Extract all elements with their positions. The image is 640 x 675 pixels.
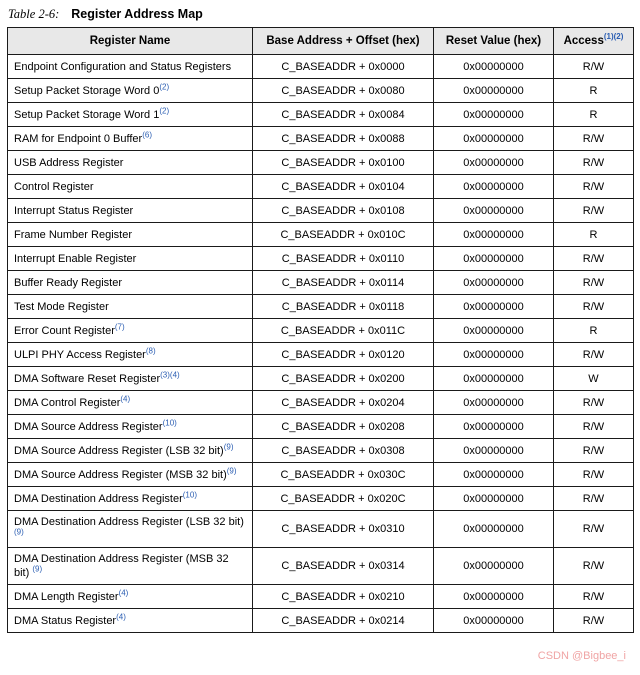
table-row: [8, 367, 634, 391]
access-cell: R/W: [554, 343, 634, 367]
base-address-cell: C_BASEADDR + 0x0310: [253, 511, 434, 548]
table-row: [8, 79, 634, 103]
footnote-ref[interactable]: (2): [159, 81, 170, 91]
access-cell: R: [554, 319, 634, 343]
table-row: [8, 103, 634, 127]
footnote-ref[interactable]: (8): [145, 345, 156, 355]
table-row: [8, 439, 634, 463]
access-cell: R/W: [554, 175, 634, 199]
register-name-cell: DMA Status Register$^{(4)}$: [8, 609, 253, 633]
access-cell: R/W: [554, 295, 634, 319]
access-cell: R/W: [554, 511, 634, 548]
reset-value-cell: 0x00000000: [434, 103, 554, 127]
base-address-cell: C_BASEADDR + 0x0088: [253, 127, 434, 151]
table-body: [8, 55, 634, 633]
access-cell: W: [554, 367, 634, 391]
access-cell: R/W: [554, 151, 634, 175]
access-cell: R/W: [554, 247, 634, 271]
footnote-ref[interactable]: (4): [118, 587, 129, 597]
register-name-cell: DMA Source Address Register (LSB 32 bit)$^{(9)}$: [8, 439, 253, 463]
footnote-ref[interactable]: (4): [120, 393, 131, 403]
access-cell: R/W: [554, 439, 634, 463]
register-name-cell: Setup Packet Storage Word 0$^{(2)}$: [8, 79, 253, 103]
footnote-ref[interactable]: (9): [32, 564, 43, 574]
base-address-cell: C_BASEADDR + 0x0108: [253, 199, 434, 223]
access-cell: R/W: [554, 463, 634, 487]
table-row: [8, 463, 634, 487]
reset-value-cell: 0x00000000: [434, 151, 554, 175]
table-caption-label: Table 2-6:: [8, 7, 60, 21]
base-address-cell: C_BASEADDR + 0x020C: [253, 487, 434, 511]
register-name-cell: RAM for Endpoint 0 Buffer$^{(6)}$: [8, 127, 253, 151]
table-row: [8, 295, 634, 319]
base-address-cell: C_BASEADDR + 0x0208: [253, 415, 434, 439]
access-cell: R: [554, 79, 634, 103]
col-header-access: [554, 28, 634, 55]
table-row: [8, 175, 634, 199]
base-address-cell: C_BASEADDR + 0x0214: [253, 609, 434, 633]
footnote-ref[interactable]: (10): [162, 417, 177, 427]
access-cell: R/W: [554, 548, 634, 585]
base-address-cell: C_BASEADDR + 0x0210: [253, 585, 434, 609]
reset-value-cell: 0x00000000: [434, 175, 554, 199]
register-name-cell: DMA Destination Address Register$^{(10)}$: [8, 487, 253, 511]
table-row: [8, 487, 634, 511]
base-address-cell: C_BASEADDR + 0x0100: [253, 151, 434, 175]
col-header-access-label: Access: [563, 35, 604, 47]
reset-value-cell: 0x00000000: [434, 367, 554, 391]
reset-value-cell: 0x00000000: [434, 463, 554, 487]
reset-value-cell: 0x00000000: [434, 271, 554, 295]
register-name-cell: DMA Length Register$^{(4)}$: [8, 585, 253, 609]
reset-value-cell: 0x00000000: [434, 55, 554, 79]
register-name-cell: Interrupt Enable Register: [8, 247, 253, 271]
reset-value-cell: 0x00000000: [434, 223, 554, 247]
register-name-cell: Setup Packet Storage Word 1$^{(2)}$: [8, 103, 253, 127]
col-header-reset-value: Reset Value (hex): [434, 28, 554, 55]
table-row: [8, 343, 634, 367]
table-row: [8, 609, 634, 633]
reset-value-cell: 0x00000000: [434, 199, 554, 223]
col-header-base-address: Base Address + Offset (hex): [253, 28, 434, 55]
reset-value-cell: 0x00000000: [434, 439, 554, 463]
footnote-ref[interactable]: (1)(2): [603, 32, 624, 42]
base-address-cell: C_BASEADDR + 0x030C: [253, 463, 434, 487]
reset-value-cell: 0x00000000: [434, 548, 554, 585]
reset-value-cell: 0x00000000: [434, 609, 554, 633]
reset-value-cell: 0x00000000: [434, 487, 554, 511]
table-row: [8, 127, 634, 151]
footnote-ref[interactable]: (7): [114, 321, 125, 331]
base-address-cell: C_BASEADDR + 0x0084: [253, 103, 434, 127]
register-name-cell: DMA Software Reset Register$^{(3)(4)}$: [8, 367, 253, 391]
register-name-cell: DMA Control Register$^{(4)}$: [8, 391, 253, 415]
access-cell: R: [554, 103, 634, 127]
base-address-cell: C_BASEADDR + 0x011C: [253, 319, 434, 343]
table-row: [8, 271, 634, 295]
register-name-cell: Error Count Register$^{(7)}$: [8, 319, 253, 343]
base-address-cell: C_BASEADDR + 0x0308: [253, 439, 434, 463]
register-name-cell: USB Address Register: [8, 151, 253, 175]
base-address-cell: C_BASEADDR + 0x0104: [253, 175, 434, 199]
table-row: [8, 151, 634, 175]
access-cell: R: [554, 223, 634, 247]
table-row: [8, 511, 634, 548]
access-cell: R/W: [554, 585, 634, 609]
register-name-cell: Frame Number Register: [8, 223, 253, 247]
base-address-cell: C_BASEADDR + 0x0110: [253, 247, 434, 271]
access-cell: R/W: [554, 55, 634, 79]
col-header-register-name: Register Name: [8, 28, 253, 55]
reset-value-cell: 0x00000000: [434, 79, 554, 103]
access-cell: R/W: [554, 199, 634, 223]
reset-value-cell: 0x00000000: [434, 585, 554, 609]
reset-value-cell: 0x00000000: [434, 511, 554, 548]
reset-value-cell: 0x00000000: [434, 247, 554, 271]
footnote-ref[interactable]: (9): [226, 465, 237, 475]
base-address-cell: C_BASEADDR + 0x0118: [253, 295, 434, 319]
base-address-cell: C_BASEADDR + 0x0114: [253, 271, 434, 295]
footnote-ref[interactable]: (3)(4): [160, 369, 180, 379]
table-row: [8, 548, 634, 585]
access-cell: R/W: [554, 487, 634, 511]
table-row: [8, 199, 634, 223]
table-caption: [8, 7, 640, 22]
table-row: [8, 247, 634, 271]
table-row: [8, 223, 634, 247]
table-caption-title: Register Address Map: [71, 7, 203, 21]
register-address-map-table: [7, 27, 634, 633]
access-cell: R/W: [554, 127, 634, 151]
base-address-cell: C_BASEADDR + 0x0204: [253, 391, 434, 415]
footnote-ref[interactable]: (6): [142, 129, 152, 139]
reset-value-cell: 0x00000000: [434, 391, 554, 415]
access-cell: R/W: [554, 609, 634, 633]
access-cell: R/W: [554, 271, 634, 295]
register-name-cell: ULPI PHY Access Register$^{(8)}$: [8, 343, 253, 367]
base-address-cell: C_BASEADDR + 0x0120: [253, 343, 434, 367]
table-row: [8, 55, 634, 79]
register-name-cell: DMA Destination Address Register (LSB 32 bit)$^{(9)}$: [8, 511, 253, 548]
register-name-cell: DMA Source Address Register (MSB 32 bit)$^{(9)}$: [8, 463, 253, 487]
table-row: [8, 319, 634, 343]
table-row: [8, 391, 634, 415]
footnote-ref[interactable]: (9): [14, 527, 24, 537]
register-name-cell: Buffer Ready Register: [8, 271, 253, 295]
register-name-cell: Interrupt Status Register: [8, 199, 253, 223]
base-address-cell: C_BASEADDR + 0x0080: [253, 79, 434, 103]
footnote-ref[interactable]: (2): [159, 105, 170, 115]
access-cell: R/W: [554, 391, 634, 415]
register-name-cell: DMA Destination Address Register (MSB 32 bit) $^{(9)}$: [8, 548, 253, 585]
footnote-ref[interactable]: (9): [223, 441, 234, 451]
register-name-cell: Test Mode Register: [8, 295, 253, 319]
watermark: CSDN @Bigbee_i: [537, 650, 626, 662]
reset-value-cell: 0x00000000: [434, 319, 554, 343]
base-address-cell: C_BASEADDR + 0x0200: [253, 367, 434, 391]
access-cell: R/W: [554, 415, 634, 439]
base-address-cell: C_BASEADDR + 0x010C: [253, 223, 434, 247]
register-name-cell: DMA Source Address Register$^{(10)}$: [8, 415, 253, 439]
header-row: [8, 28, 634, 55]
base-address-cell: C_BASEADDR + 0x0314: [253, 548, 434, 585]
base-address-cell: C_BASEADDR + 0x0000: [253, 55, 434, 79]
reset-value-cell: 0x00000000: [434, 415, 554, 439]
register-name-cell: Endpoint Configuration and Status Registers: [8, 55, 253, 79]
reset-value-cell: 0x00000000: [434, 295, 554, 319]
register-name-cell: Control Register: [8, 175, 253, 199]
reset-value-cell: 0x00000000: [434, 127, 554, 151]
footnote-ref[interactable]: (10): [182, 489, 197, 499]
reset-value-cell: 0x00000000: [434, 343, 554, 367]
table-row: [8, 585, 634, 609]
footnote-ref[interactable]: (4): [116, 611, 126, 621]
table-row: [8, 415, 634, 439]
